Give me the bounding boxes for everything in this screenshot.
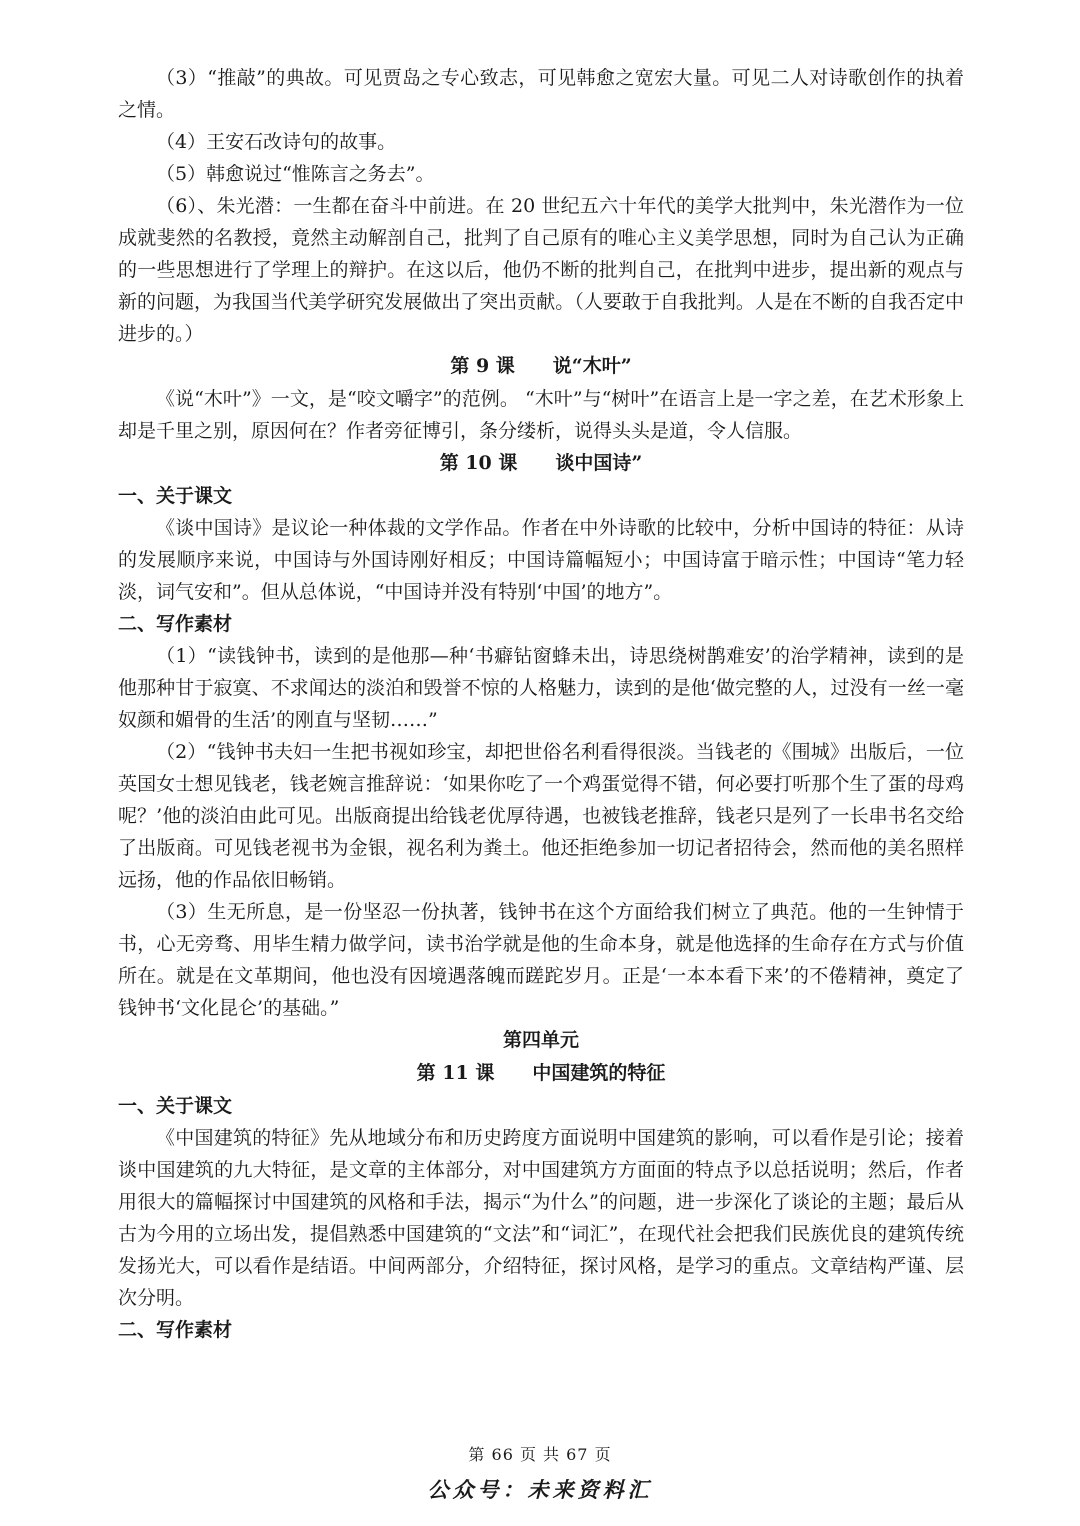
- lesson9-heading: [118, 350, 964, 383]
- lesson9-paragraph: 《说“木叶”》一文，是“咬文嚼字”的范例。 “木叶”与“树叶”在语言上是一字之差，在艺术形象上却是千里之别，原因何在？作者旁征博引，条分缕析，说得头头是道，令人信服。: [118, 388, 964, 442]
- document-page: [118, 62, 964, 1346]
- lesson10-material-1: （1）“读钱钟书，读到的是他那—种‘书癖钻窗蜂未出，诗思绕树鹊难安’的治学精神，读到的是他那种甘于寂寞、不求闻达的淡泊和毁誉不惊的人格魅力，读到的是他‘做完整的人，过没有一丝一毫奴颜和媚骨的生活’的刚直与坚韧……”: [118, 645, 964, 731]
- unit4-heading: 第四单元: [502, 1029, 579, 1051]
- page-number: 第 66 页 共 67 页: [468, 1445, 612, 1464]
- lesson11-heading: [118, 1057, 964, 1090]
- lesson10-section1-heading: 一、关于课文: [118, 485, 233, 507]
- lesson10-number: 第 10 课: [439, 452, 518, 474]
- lesson11-section1-heading: 一、关于课文: [118, 1095, 233, 1117]
- lesson10-material-2: （2）“钱钟书夫妇一生把书视如珍宝，却把世俗名利看得很淡。当钱老的《围城》出版后，一位英国女士想见钱老，钱老婉言推辞说：‘如果你吃了一个鸡蛋觉得不错，何必要打听那个生了蛋的母鸡呢？’他的淡泊由此可见。出版商提出给钱老优厚待遇，也被钱老推辞，钱老只是列了一长串书名交给了出版商。可见钱老视书为金银，视名利为粪土。他还拒绝参加一切记者招待会，然而他的美名照样远扬，他的作品依旧畅销。: [118, 741, 964, 891]
- lesson9-title: 说“木叶”: [552, 355, 632, 377]
- paragraph-tuiqiao: （3）“推敲”的典故。可见贾岛之专心致志，可见韩愈之宽宏大量。可见二人对诗歌创作的执着之情。: [118, 67, 964, 121]
- paragraph-wanganshi: （4）王安石改诗句的故事。: [156, 131, 397, 153]
- lesson10-section2-heading: 二、写作素材: [118, 613, 233, 635]
- lesson10-material-3: （3）生无所息，是一份坚忍一份执著，钱钟书在这个方面给我们树立了典范。他的一生钟情于书，心无旁骛、用毕生精力做学问，读书治学就是他的生命本身，就是他选择的生命存在方式与价值所在。就是在文革期间，他也没有因境遇落魄而蹉跎岁月。正是‘一本本看下来’的不倦精神，奠定了钱钟书‘文化昆仑’的基础。”: [118, 901, 964, 1019]
- lesson11-number: 第 11 课: [416, 1062, 495, 1084]
- lesson10-title: 谈中国诗”: [555, 452, 643, 474]
- paragraph-hanyu: （5）韩愈说过“惟陈言之务去”。: [156, 163, 435, 185]
- lesson10-section1-paragraph: 《谈中国诗》是议论一种体裁的文学作品。作者在中外诗歌的比较中，分析中国诗的特征：从诗的发展顺序来说，中国诗与外国诗刚好相反；中国诗篇幅短小；中国诗富于暗示性；中国诗“笔力轻淡，词气安和”。但从总体说，“中国诗并没有特别‘中国’的地方”。: [118, 517, 964, 603]
- wechat-watermark: 公众号：未来资料汇: [427, 1477, 653, 1502]
- paragraph-zhuguangqian: （6）、朱光潜：一生都在奋斗中前进。在 20 世纪五六十年代的美学大批判中，朱光潜作为一位成就斐然的名教授，竟然主动解剖自己，批判了自己原有的唯心主义美学思想，同时为自己认为正确的一些思想进行了学理上的辩护。在这以后，他仍不断的批判自己，在批判中进步，提出新的观点与新的问题，为我国当代美学研究发展做出了突出贡献。（人要敢于自我批判。人是在不断的自我否定中进步的。）: [118, 195, 964, 345]
- lesson10-heading: [118, 447, 964, 480]
- lesson11-section1-paragraph: 《中国建筑的特征》先从地域分布和历史跨度方面说明中国建筑的影响，可以看作是引论；接着谈中国建筑的九大特征，是文章的主体部分，对中国建筑方方面面的特点予以总括说明；然后，作者用很大的篇幅探讨中国建筑的风格和手法，揭示“为什么”的问题，进一步深化了谈论的主题；最后从古为今用的立场出发，提倡熟悉中国建筑的“文法”和“词汇”，在现代社会把我们民族优良的建筑传统发扬光大，可以看作是结语。中间两部分，介绍特征，探讨风格，是学习的重点。文章结构严谨、层次分明。: [118, 1127, 964, 1309]
- lesson11-title: 中国建筑的特征: [532, 1062, 666, 1084]
- lesson11-section2-heading: 二、写作素材: [118, 1319, 233, 1341]
- lesson9-number: 第 9 课: [450, 355, 515, 377]
